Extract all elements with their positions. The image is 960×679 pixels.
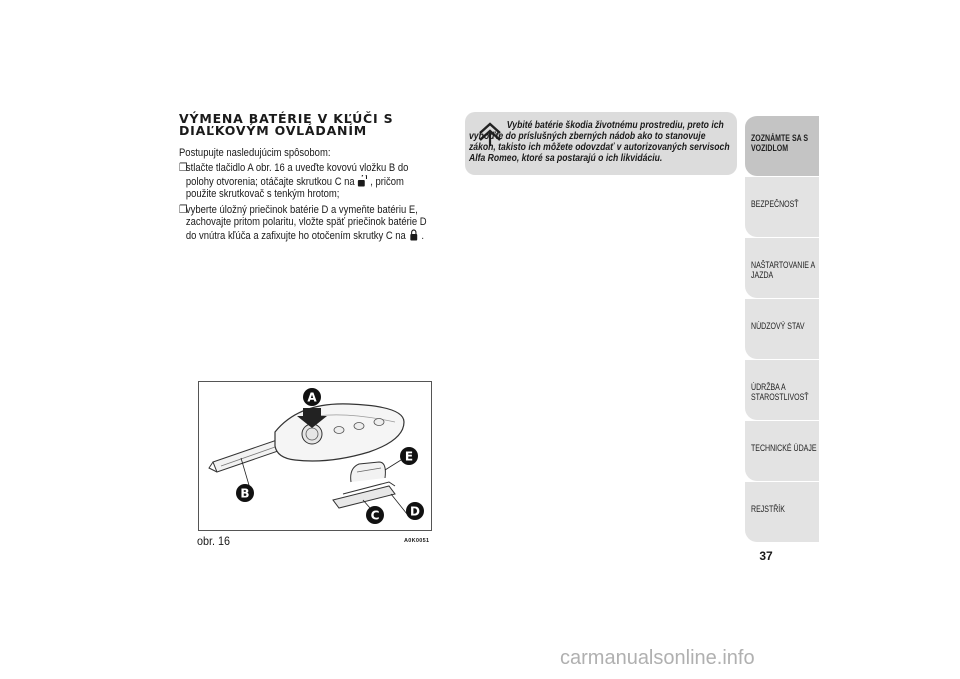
tab-label: REJSTŘÍK: [751, 504, 785, 514]
label-c: C: [370, 508, 380, 523]
callout-a: [303, 388, 321, 406]
locked-padlock-icon: [408, 229, 418, 241]
instruction-text-after: .: [421, 229, 425, 242]
instruction-text-before: stlačte tlačidlo A obr. 16 a uveďte kovovú vložku B do polohy otvorenia; otáčajte skrutkou C na: [185, 162, 409, 188]
unlocked-padlock-icon: [357, 175, 367, 187]
tab-label: ZOZNÁMTE SA S VOZIDLOM: [751, 133, 809, 153]
page-number: 37: [759, 549, 773, 563]
section-heading: [179, 113, 429, 137]
bullet-marker: ❒: [179, 203, 188, 216]
tab-bezpecnost[interactable]: [745, 176, 819, 237]
heading-line-2: DIAĽKOVÝM OVLÁDANÍM: [179, 123, 368, 138]
note-text: Vybité batérie škodia životnému prostrediu, preto ich vyhoďte do príslušných zberných nádob ako to stanovuje zákon, takisto ich môžete odovzdať v autorizovaných servisoch Alfa Romeo, ktoré sa postarajú o ich likvidáciu.: [469, 119, 730, 164]
instruction-text-before: vyberte úložný priečinok batérie D a vymeňte batériu E, zachovajte pritom polaritu, vložte späť priečinok batérie D do vnútra kľúča a zafixujte ho otočením skrutky C na: [185, 203, 427, 242]
key-fob-drawing: [275, 404, 404, 461]
tab-zoznamte-sa-s-vozidlom[interactable]: [745, 115, 819, 176]
label-a: A: [307, 390, 317, 405]
label-e: E: [404, 449, 414, 464]
intro-text: Postupujte nasledujúcim spôsobom:: [179, 147, 331, 159]
figure-code: A0K0051: [404, 538, 430, 544]
label-b: B: [240, 486, 250, 501]
instruction-item-1: [179, 162, 437, 201]
tab-udrzba-a-starostlivost[interactable]: [745, 359, 819, 420]
tab-label: NÚDZOVÝ STAV: [751, 321, 805, 331]
callout-c: [366, 506, 384, 524]
key-battery-figure: [198, 381, 432, 531]
metal-insert-drawing: [209, 440, 281, 472]
environment-note: [465, 112, 737, 175]
tab-technicke-udaje[interactable]: [745, 420, 819, 481]
tab-nudzovy-stav[interactable]: [745, 298, 819, 359]
instruction-item-2: [179, 204, 437, 243]
tab-label: NAŠTARTOVANIE A JAZDA: [751, 260, 815, 280]
tab-label: ÚDRŽBA A STAROSTLIVOSŤ: [751, 382, 809, 402]
bullet-marker: ❒: [179, 162, 188, 174]
chapter-sidebar: [745, 115, 819, 542]
instruction-list: [179, 162, 479, 245]
key-illustration: [199, 382, 431, 530]
watermark-text: carmanualsonline.info: [560, 647, 755, 669]
label-d: D: [410, 504, 420, 519]
figure-caption: obr. 16: [197, 534, 231, 548]
tab-nastartovanie-a-jazda[interactable]: [745, 237, 819, 298]
tab-rejstrik[interactable]: [745, 481, 819, 542]
callout-d: [406, 502, 424, 520]
callout-b: [236, 484, 254, 502]
callout-e: [400, 447, 418, 465]
instruction-text-after: , pričom použite skrutkovač s tenkým hrotom;: [185, 175, 404, 200]
heading-line-1: VÝMENA BATÉRIE V KĽÚČI S: [179, 111, 394, 126]
tab-label: BEZPEČNOSŤ: [751, 199, 799, 209]
tab-label: TECHNICKÉ ÚDAJE: [751, 443, 817, 453]
